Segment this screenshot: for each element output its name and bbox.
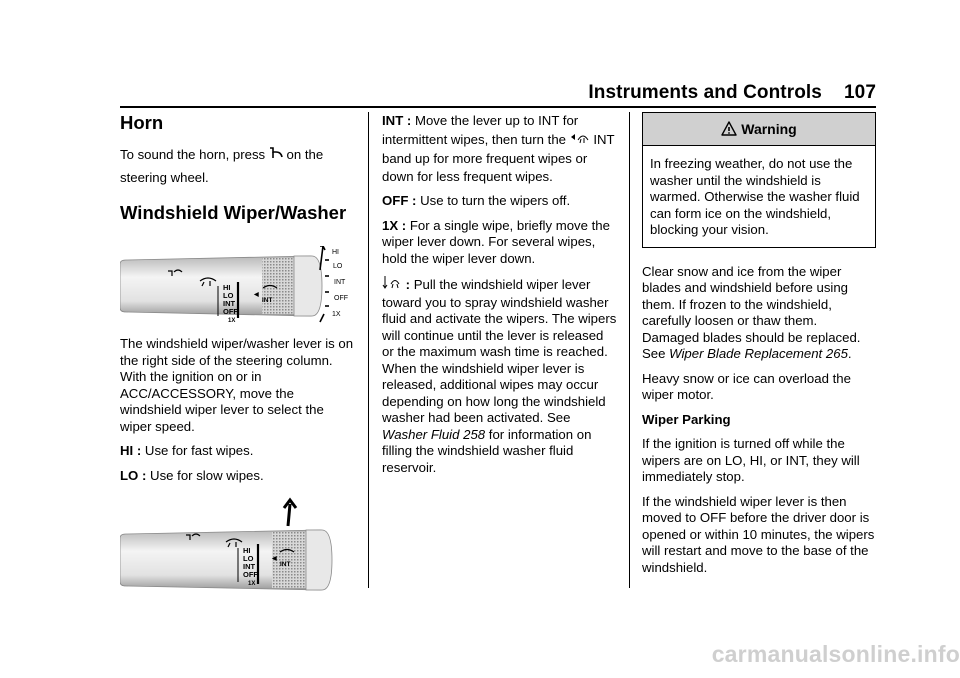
watermark: carmanualsonline.info bbox=[711, 641, 960, 667]
svg-text:INT: INT bbox=[334, 279, 346, 286]
warning-title: Warning bbox=[741, 121, 797, 137]
wiper-parking-heading: Wiper Parking bbox=[642, 411, 731, 427]
washer-description: : Pull the windshield wiper lever toward you to spray windshield washer fluid and activate the wipers. The wipers will continue until the lever is released or the maximum wash time is reached. When the windshield wiper lever is released, additional wipes may occur depending on how long the windshield washer had been activated. See Washer Fluid 258 for information on filling the windshield washer fluid reservoir. bbox=[382, 277, 617, 475]
column-3 bbox=[642, 112, 876, 584]
svg-text:1X: 1X bbox=[248, 581, 256, 587]
int-description: INT : Move the lever up to INT for intermittent wipes, then turn the INT band up for more frequent wipes or down for less frequent wipes. bbox=[382, 113, 615, 184]
warning-box bbox=[642, 112, 876, 248]
page-header bbox=[0, 82, 876, 104]
horn-paragraph: To sound the horn, press on the steering wheel. bbox=[120, 147, 324, 185]
svg-text:OFF: OFF bbox=[334, 295, 348, 302]
lo-description: LO : Use for slow wipes. bbox=[120, 467, 264, 483]
svg-text:LO: LO bbox=[333, 263, 343, 270]
svg-text:INT: INT bbox=[243, 562, 256, 571]
wiper-lever-illustration-2 bbox=[120, 496, 356, 594]
header-rule bbox=[120, 106, 876, 108]
svg-text:HI: HI bbox=[332, 249, 339, 256]
svg-text:OFF: OFF bbox=[243, 570, 258, 579]
svg-text:HI: HI bbox=[223, 283, 231, 292]
wiper-intro: The windshield wiper/washer lever is on the right side of the steering column. With the ignition on or in ACC/ACCESSORY, move the windshield wiper lever to select the wiper speed. bbox=[120, 336, 354, 434]
column-divider-1 bbox=[368, 112, 369, 588]
int-band-icon bbox=[570, 130, 590, 151]
svg-text:LO: LO bbox=[243, 554, 254, 563]
column-2 bbox=[382, 112, 618, 484]
heavy-snow-paragraph: Heavy snow or ice can overload the wiper motor. bbox=[642, 370, 851, 402]
hi-description: HI : Use for fast wipes. bbox=[120, 443, 254, 458]
wiper-parking-text-1: If the ignition is turned off while the wipers are on LO, HI, or INT, they will immediately stop. bbox=[642, 436, 860, 484]
svg-text:INT: INT bbox=[280, 561, 291, 568]
wiper-heading: Windshield Wiper/Washer bbox=[120, 202, 347, 223]
svg-text:1X: 1X bbox=[228, 318, 236, 324]
svg-text:1X: 1X bbox=[332, 311, 341, 318]
wiper-parking-text-2: If the windshield wiper lever is then moved to OFF before the driver door is opened or within 10 minutes, the wipers will restart and move to the base of the windshield. bbox=[642, 493, 875, 575]
one-x-description: 1X : For a single wipe, briefly move the wiper lever down. For several wipes, hold the wiper lever down. bbox=[382, 217, 610, 266]
svg-text:INT: INT bbox=[262, 297, 273, 304]
horn-heading: Horn bbox=[120, 112, 164, 133]
svg-text:◀: ◀ bbox=[272, 556, 277, 562]
section-title: Instruments and Controls bbox=[588, 82, 822, 103]
column-1 bbox=[120, 112, 356, 594]
svg-text:INT: INT bbox=[223, 299, 236, 308]
clear-snow-paragraph: Clear snow and ice from the wiper blades and windshield before using them. If frozen to the windshield, carefully loosen or thaw them. Damaged blades should be replaced. See Wiper Blade Replacement 265. bbox=[642, 263, 861, 361]
column-divider-2 bbox=[629, 112, 630, 588]
warning-header bbox=[643, 113, 875, 146]
warning-icon bbox=[721, 121, 737, 137]
svg-text:LO: LO bbox=[223, 291, 234, 300]
svg-text:HI: HI bbox=[243, 546, 251, 555]
page-number: 107 bbox=[843, 82, 876, 103]
washer-icon bbox=[382, 275, 402, 295]
warning-text: In freezing weather, do not use the washer until the windshield is warmed. Otherwise the washer fluid can form ice on the windshield, blocking your vision. bbox=[650, 156, 860, 237]
wiper-lever-illustration-1 bbox=[120, 246, 356, 324]
svg-text:OFF: OFF bbox=[223, 307, 238, 316]
off-description: OFF : Use to turn the wipers off. bbox=[382, 193, 571, 208]
horn-icon bbox=[269, 146, 283, 167]
svg-text:◀: ◀ bbox=[254, 292, 259, 298]
